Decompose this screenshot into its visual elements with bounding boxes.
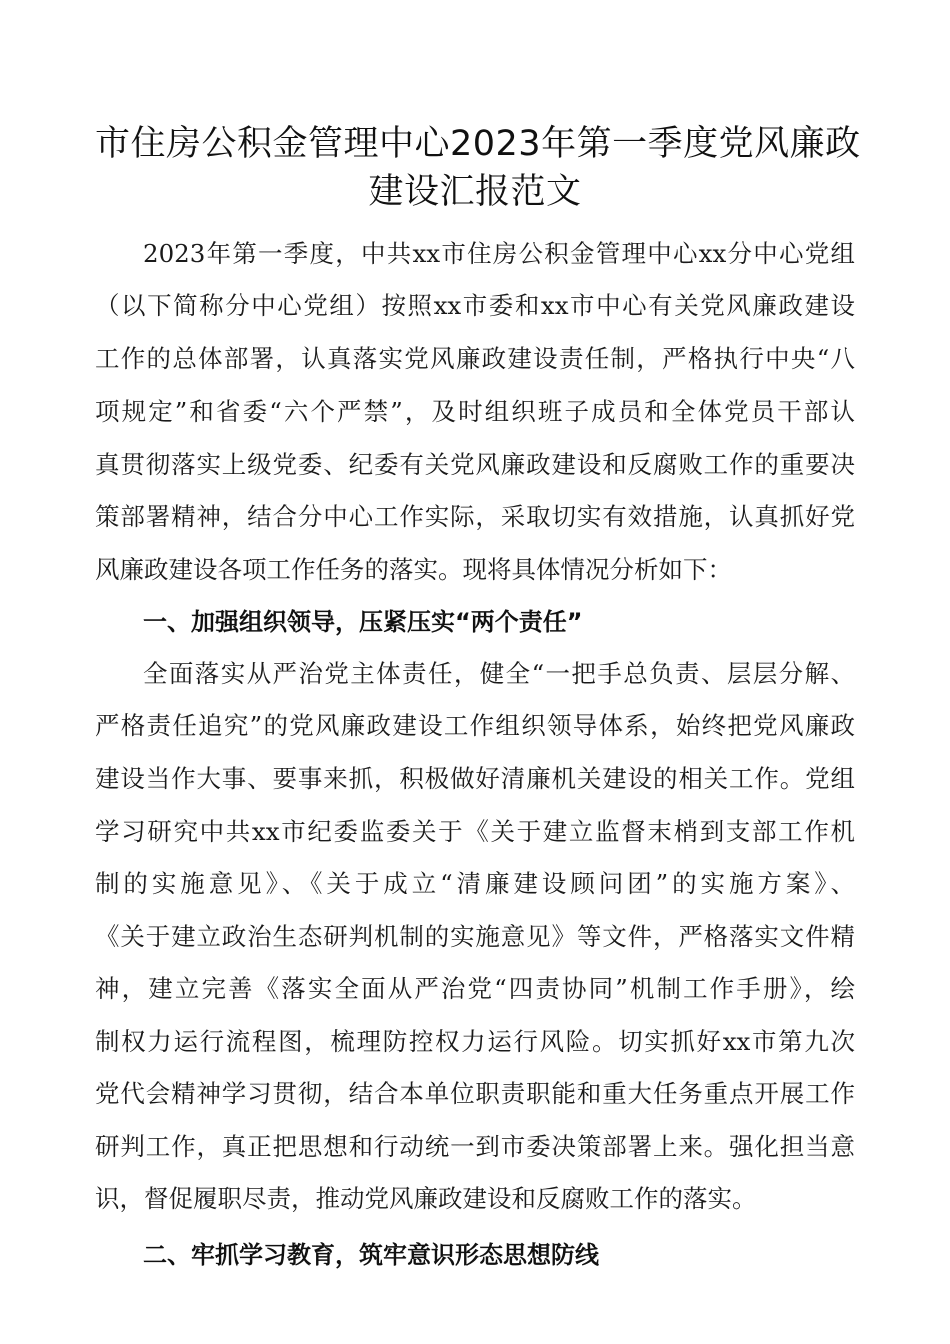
paragraph-line: 工作的总体部署，认真落实党风廉政建设责任制，严格执行中央“八: [95, 344, 855, 373]
paragraph-line: 制的实施意见》、《关于成立“清廉建设顾问团”的实施方案》、: [95, 869, 855, 898]
paragraph-line: 制权力运行流程图，梳理防控权力运行风险。切实抓好xx市第九次: [95, 1027, 855, 1056]
paragraph-line: 研判工作，真正把思想和行动统一到市委决策部署上来。强化担当意: [95, 1132, 855, 1161]
paragraph-line: 策部署精神，结合分中心工作实际，采取切实有效措施，认真抓好党: [95, 502, 855, 531]
paragraph-line: 风廉政建设各项工作任务的落实。现将具体情况分析如下：: [95, 555, 732, 584]
paragraph-line: 项规定”和省委“六个严禁”，及时组织班子成员和全体党员干部认: [95, 397, 855, 426]
paragraph-line: 2023年第一季度，中共xx市住房公积金管理中心xx分中心党组: [143, 239, 855, 268]
document-title-line-2: 建设汇报范文: [368, 172, 582, 212]
paragraph-line: 建设当作大事、要事来抓，积极做好清廉机关建设的相关工作。党组: [95, 764, 855, 793]
paragraph-line: 学习研究中共xx市纪委监委关于《关于建立监督末梢到支部工作机: [95, 817, 855, 846]
paragraph-line: 《关于建立政治生态研判机制的实施意见》等文件，严格落实文件精: [95, 922, 855, 951]
paragraph-line: （以下简称分中心党组）按照xx市委和xx市中心有关党风廉政建设: [95, 291, 855, 320]
section-heading-1: 一、加强组织领导，压紧压实“两个责任”: [143, 608, 583, 636]
paragraph-line: 识，督促履职尽责，推动党风廉政建设和反腐败工作的落实。: [95, 1184, 757, 1213]
section-heading-2: 二、牢抓学习教育，筑牢意识形态思想防线: [143, 1241, 599, 1269]
paragraph-line: 全面落实从严治党主体责任，健全“一把手总负责、层层分解、: [143, 659, 855, 688]
paragraph-line: 真贯彻落实上级党委、纪委有关党风廉政建设和反腐败工作的重要决: [95, 450, 855, 479]
document-title-line-1: 市住房公积金管理中心2023年第一季度党风廉政: [95, 124, 861, 164]
paragraph-line: 党代会精神学习贯彻，结合本单位职责职能和重大任务重点开展工作: [95, 1079, 855, 1108]
paragraph-line: 神，建立完善《落实全面从严治党“四责协同”机制工作手册》，绘: [95, 974, 855, 1003]
paragraph-line: 严格责任追究”的党风廉政建设工作组织领导体系，始终把党风廉政: [95, 711, 855, 740]
